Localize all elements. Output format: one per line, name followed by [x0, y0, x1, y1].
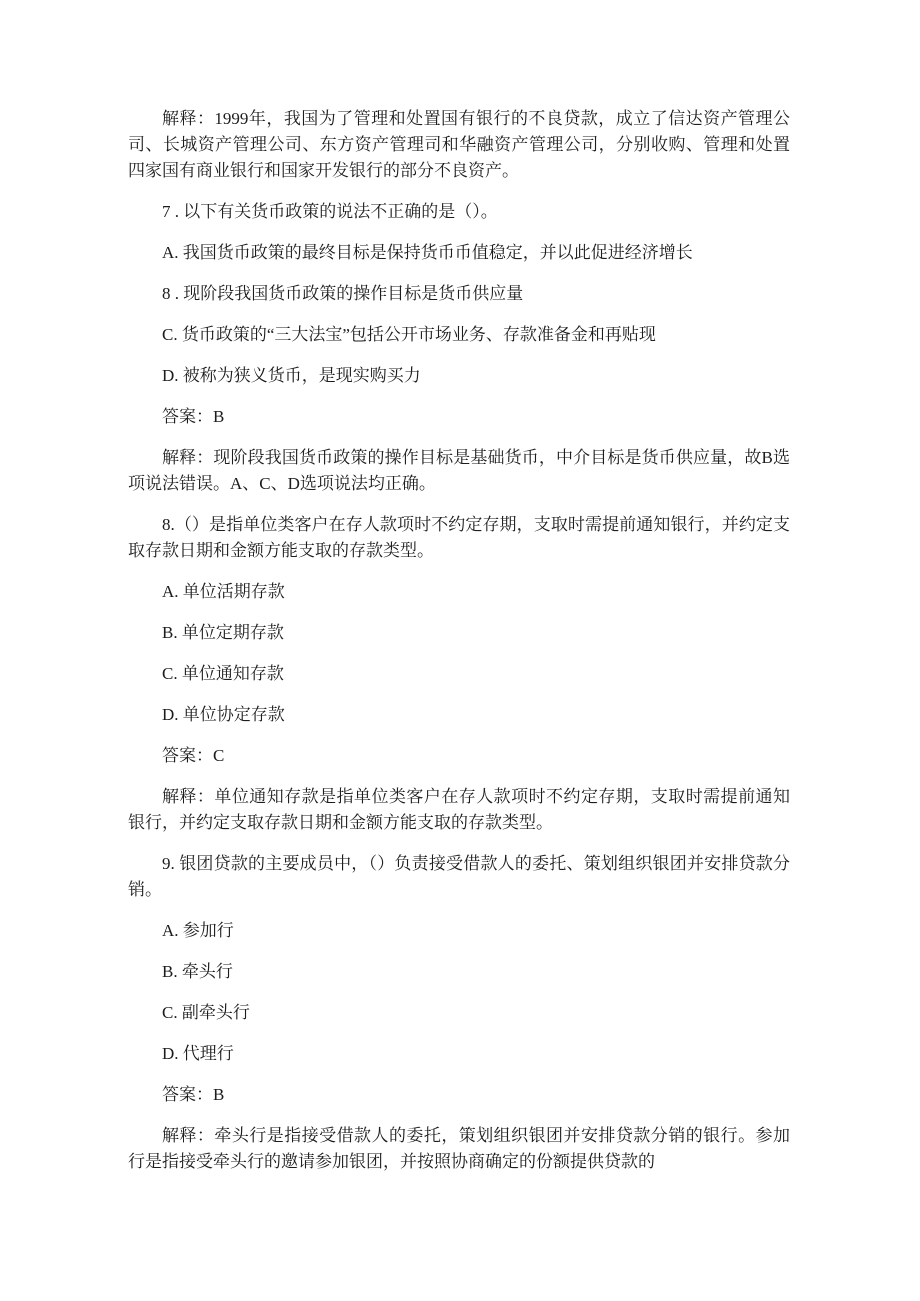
q8-option-c: C. 单位通知存款: [162, 664, 284, 683]
q9-explanation: 解释：牵头行是指接受借款人的委托，策划组织银团并安排贷款分销的银行。参加行是指接受牵头行的邀请参加银团，并按照协商确定的份额提供贷款的: [128, 1126, 790, 1171]
q7-stem: 7 . 以下有关货币政策的说法不正确的是（）。: [162, 202, 498, 221]
q6-explanation: 解释：1999年，我国为了管理和处置国有银行的不良贷款，成立了信达资产管理公司、长城资产管理公司、东方资产管理司和华融资产管理公司，分别收购、管理和处置四家国有商业银行和国家开发银行的部分不良资产。: [128, 109, 790, 180]
q7-option-a: A. 我国货币政策的最终目标是保持货币币值稳定，并以此促进经济增长: [162, 243, 693, 262]
q8-option-a: A. 单位活期存款: [162, 582, 285, 601]
q7-option-c: C. 货币政策的“三大法宝”包括公开市场业务、存款准备金和再贴现: [162, 325, 656, 344]
q9-option-c: C. 副牵头行: [162, 1003, 250, 1022]
q8-answer: 答案：C: [162, 746, 225, 765]
q7-explanation: 解释：现阶段我国货币政策的操作目标是基础货币，中介目标是货币供应量，故B选项说法错误。A、C、D选项说法均正确。: [128, 448, 790, 493]
q7-option-d: D. 被称为狭义货币，是现实购买力: [162, 366, 421, 385]
q8-stem: 8.（）是指单位类客户在存人款项时不约定存期，支取时需提前通知银行，并约定支取存款日期和金额方能支取的存款类型。: [128, 515, 790, 560]
q9-stem: 9. 银团贷款的主要成员中，（）负责接受借款人的委托、策划组织银团并安排贷款分销。: [128, 854, 790, 899]
q7-option-b: 8 . 现阶段我国货币政策的操作目标是货币供应量: [162, 284, 524, 303]
q9-answer: 答案：B: [162, 1085, 225, 1104]
q9-option-b: B. 牵头行: [162, 962, 233, 981]
q9-option-d: D. 代理行: [162, 1044, 234, 1063]
q8-option-b: B. 单位定期存款: [162, 623, 284, 642]
q8-explanation: 解释：单位通知存款是指单位类客户在存人款项时不约定存期，支取时需提前通知银行，并约定支取存款日期和金额方能支取的存款类型。: [128, 787, 790, 832]
q7-answer: 答案：B: [162, 407, 225, 426]
q8-option-d: D. 单位协定存款: [162, 705, 285, 724]
q9-option-a: A. 参加行: [162, 921, 234, 940]
